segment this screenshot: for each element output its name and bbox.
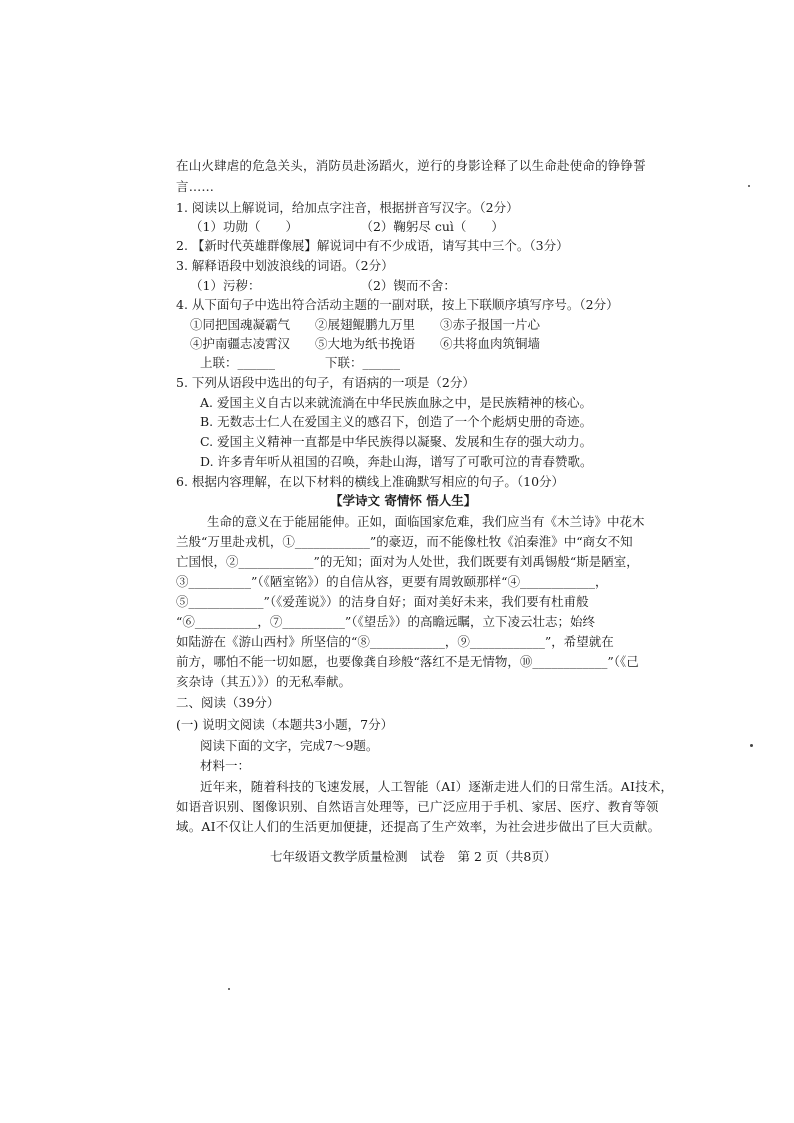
material-line-2: 如语音识别、图像识别、自然语言处理等，已广泛应用于手机、家居、医疗、教育等领 [176,799,659,814]
page-footer: 七年级语文教学质量检测 试卷 第 2 页（共8页） [270,849,557,864]
question-6-paragraph-line-4: ③__________”（《陋室铭》）的自信从容，更要有周敦颐那样“④____________， [176,574,608,589]
question-6-title: 【学诗文 寄情怀 悟人生】 [330,493,477,508]
question-2-stem: 2. 【新时代英雄群像展】解说词中有不少成语，请写其中三个。（3分） [176,238,569,253]
question-4-options-row-1: ①同把国魂凝霸气 ②展翅鲲鹏九万里 ③赤子报国一片心 [190,317,541,332]
section-2-heading: 二、阅读（39分） [176,695,280,710]
material-line-1: 近年来，随着科技的飞速发展，人工智能（AI）逐渐走进人们的日常生活。AI技术， [200,779,674,794]
scan-speck [750,744,753,747]
question-5-option-b: B. 无数志士仁人在爱国主义的感召下，创造了一个个彪炳史册的奇迹。 [200,414,593,429]
intro-line-1: 在山火肆虐的危急关头，消防员赴汤蹈火，逆行的身影诠释了以生命赴使命的铮铮誓 [176,158,646,173]
question-3-items: （1）污秽： （2）锲而不舍： [190,278,456,293]
question-5-option-a: A. 爱国主义自古以来就流淌在中华民族血脉之中，是民族精神的核心。 [200,395,592,410]
material-label: 材料一： [200,758,251,773]
question-1-items: （1）功勋（ ） （2）鞠躬尽 cuì（ ） [190,219,504,234]
question-6-paragraph-line-3: 亡国恨，②____________”的无知；面对为人处世，我们既要有刘禹锡般“斯是陋室， [176,554,639,569]
scan-speck [228,988,230,990]
question-6-stem: 6. 根据内容理解，在以下材料的横线上准确默写相应的句子。（10分） [176,474,565,489]
question-5-option-c: C. 爱国主义精神一直都是中华民族得以凝聚、发展和生存的强大动力。 [200,434,593,449]
section-2-subheading: (一) 说明文阅读（本题共3小题，7分） [176,717,394,732]
question-6-paragraph-line-8: 前方，哪怕不能一切如愿，也要像龚自珍般“落红不是无情物，⑩____________”（《己 [176,654,639,669]
scan-speck [748,185,750,187]
question-6-paragraph-line-1: 生命的意义在于能屈能伸。正如，面临国家危难，我们应当有《木兰诗》中花木 [207,514,645,529]
question-4-answer-blanks: 上联：______ 下联：______ [200,355,401,370]
question-6-paragraph-line-9: 亥杂诗（其五）》）的无私奉献。 [176,674,352,689]
question-6-paragraph-line-5: ⑤____________”（《爱莲说》）的洁身自好；面对美好未来，我们要有杜甫般 [176,594,589,609]
question-1-stem: 1. 阅读以上解说词，给加点字注音，根据拼音写汉字。（2分） [176,200,519,215]
section-2-instruction: 阅读下面的文字，完成7～9题。 [200,738,379,753]
question-5-option-d: D. 许多青年听从祖国的召唤，奔赴山海，谱写了可歌可泣的青春赞歌。 [200,454,593,469]
question-3-stem: 3. 解释语段中划波浪线的词语。（2分） [176,258,394,273]
question-4-options-row-2: ④护南疆志凌霄汉 ⑤大地为纸书挽语 ⑥共将血肉筑铜墙 [190,336,541,351]
material-line-3: 域。AI不仅让人们的生活更加便捷，还提高了生产效率，为社会进步做出了巨大贡献。 [176,819,661,834]
intro-line-2: 言…… [176,179,215,194]
question-5-stem: 5. 下列从语段中选出的句子，有语病的一项是（2分） [176,375,475,390]
question-6-paragraph-line-2: 兰般“万里赴戎机，①____________”的豪迈，而不能像杜牧《泊秦淮》中“商女不知 [176,534,633,549]
question-6-paragraph-line-6: “⑥__________，⑦__________”（《望岳》）的高瞻远瞩，立下凌云壮志；始终 [176,614,596,629]
question-6-paragraph-line-7: 如陆游在《游山西村》所坚信的“⑧____________，⑨____________”，希望就在 [176,634,614,649]
question-4-stem: 4. 从下面句子中选出符合活动主题的一副对联，按上下联顺序填写序号。（2分） [176,297,619,312]
